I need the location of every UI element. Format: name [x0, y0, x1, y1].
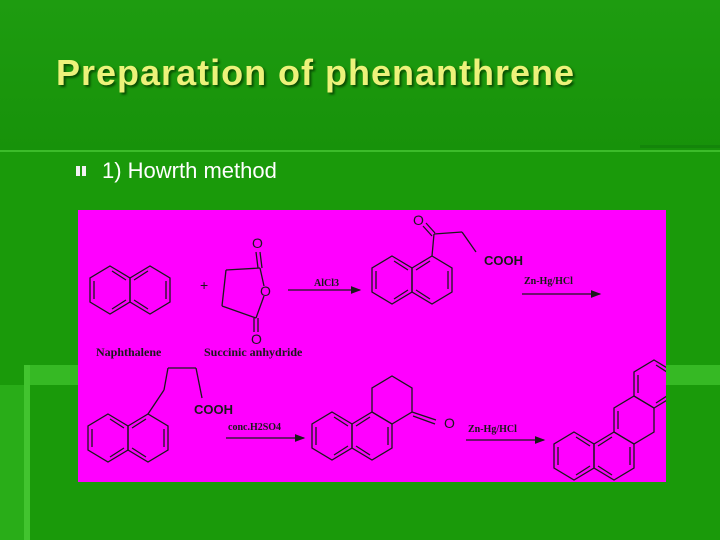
- naphthalene-label: Naphthalene: [96, 345, 162, 359]
- bullet-text: 1) Howrth method: [102, 158, 277, 183]
- background-stripe: [24, 365, 30, 540]
- naphthalene-structure: [90, 266, 170, 314]
- plus-sign: +: [200, 277, 209, 293]
- naphthylbutyric-acid-structure: [88, 368, 202, 462]
- carbonyl-oxygen: O: [252, 235, 263, 251]
- reagent-label: Zn-Hg/HCl: [524, 276, 573, 287]
- reagent-label: AlCl3: [314, 278, 339, 289]
- phenanthrene-structure: [554, 360, 666, 480]
- carboxylic-acid-group: COOH: [194, 402, 233, 417]
- succinic-anhydride-label: Succinic anhydride: [204, 345, 303, 359]
- reagent-label: conc.H2SO4: [228, 422, 282, 433]
- background-stripe: [640, 145, 720, 148]
- bullet-item: [76, 158, 277, 184]
- succinic-anhydride-structure: [222, 252, 264, 332]
- reagent-label: Zn-Hg/HCl: [468, 424, 517, 435]
- reaction-scheme-drawing: [78, 210, 666, 482]
- keto-acid-structure: [372, 223, 476, 304]
- ketone-oxygen: O: [444, 415, 455, 431]
- reaction-scheme: [78, 210, 666, 482]
- background-stripe: [0, 385, 24, 540]
- slide-title: Preparation of phenanthrene: [56, 52, 576, 93]
- carboxylic-acid-group: COOH: [484, 253, 523, 268]
- tetralone-structure: [312, 376, 436, 460]
- carbonyl-oxygen: O: [251, 331, 262, 347]
- square-bullet-icon: [76, 166, 86, 176]
- ketone-oxygen: O: [413, 212, 424, 228]
- ring-oxygen: O: [260, 283, 271, 299]
- background-stripe: [0, 150, 720, 152]
